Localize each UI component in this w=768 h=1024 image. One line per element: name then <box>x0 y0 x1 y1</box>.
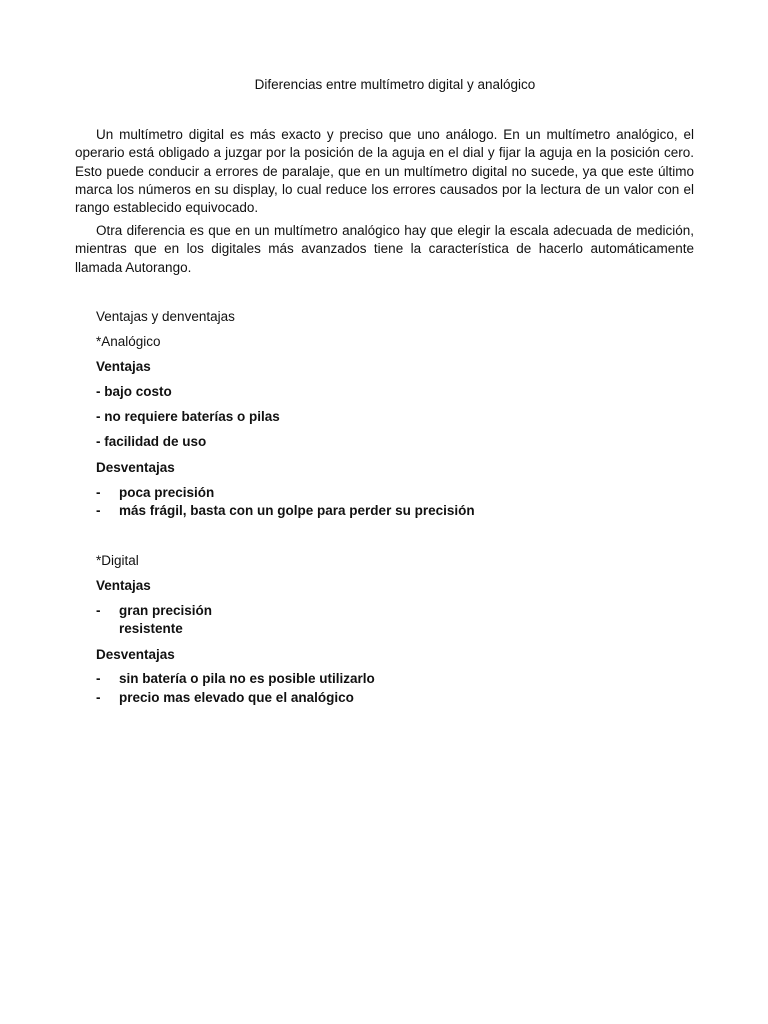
analog-desventajas-label: Desventajas <box>96 460 175 475</box>
bullet-marker: - <box>96 671 101 686</box>
analog-ventaja-item: - facilidad de uso <box>96 434 207 449</box>
digital-desventajas-label: Desventajas <box>96 647 175 662</box>
digital-ventaja-item: gran precisión <box>119 603 213 618</box>
paragraph-autorange: Otra diferencia es que en un multímetro analógico hay que elegir la escala adecuada de medición, mientras que en los digitales más avanzados tiene la característica de hacerlo automáticamente llamada Autorango. <box>75 223 694 275</box>
bullet-marker: - <box>96 503 101 518</box>
bullet-marker: - <box>96 485 101 500</box>
analog-heading: *Analógico <box>96 334 161 349</box>
analog-ventajas-label: Ventajas <box>96 359 151 374</box>
digital-desventaja-item: sin batería o pila no es posible utilizarlo <box>119 671 375 686</box>
analog-ventaja-item: - bajo costo <box>96 384 172 399</box>
digital-heading: *Digital <box>96 553 139 568</box>
digital-ventajas-label: Ventajas <box>96 578 151 593</box>
analog-desventaja-item: más frágil, basta con un golpe para perder su precisión <box>119 503 475 518</box>
digital-ventaja-item: resistente <box>119 621 183 636</box>
document-title: Diferencias entre multímetro digital y analógico <box>254 77 536 92</box>
section-heading: Ventajas y denventajas <box>96 309 235 324</box>
paragraph-accuracy: Un multímetro digital es más exacto y preciso que uno análogo. En un multímetro analógico, el operario está obligado a juzgar por la posición de la aguja en el dial y fijar la aguja en la posición cero. Esto puede conducir a errores de paralaje, que en un multímetro digital no sucede, ya que este último marca los números en su display, lo cual reduce los errores causados por la lectura de un valor con el rango establecido equivocado. <box>75 127 694 216</box>
analog-desventaja-item: poca precisión <box>119 485 215 500</box>
bullet-marker: - <box>96 690 101 705</box>
digital-desventaja-item: precio mas elevado que el analógico <box>119 690 354 705</box>
analog-ventaja-item: - no requiere baterías o pilas <box>96 409 280 424</box>
bullet-marker: - <box>96 603 101 618</box>
